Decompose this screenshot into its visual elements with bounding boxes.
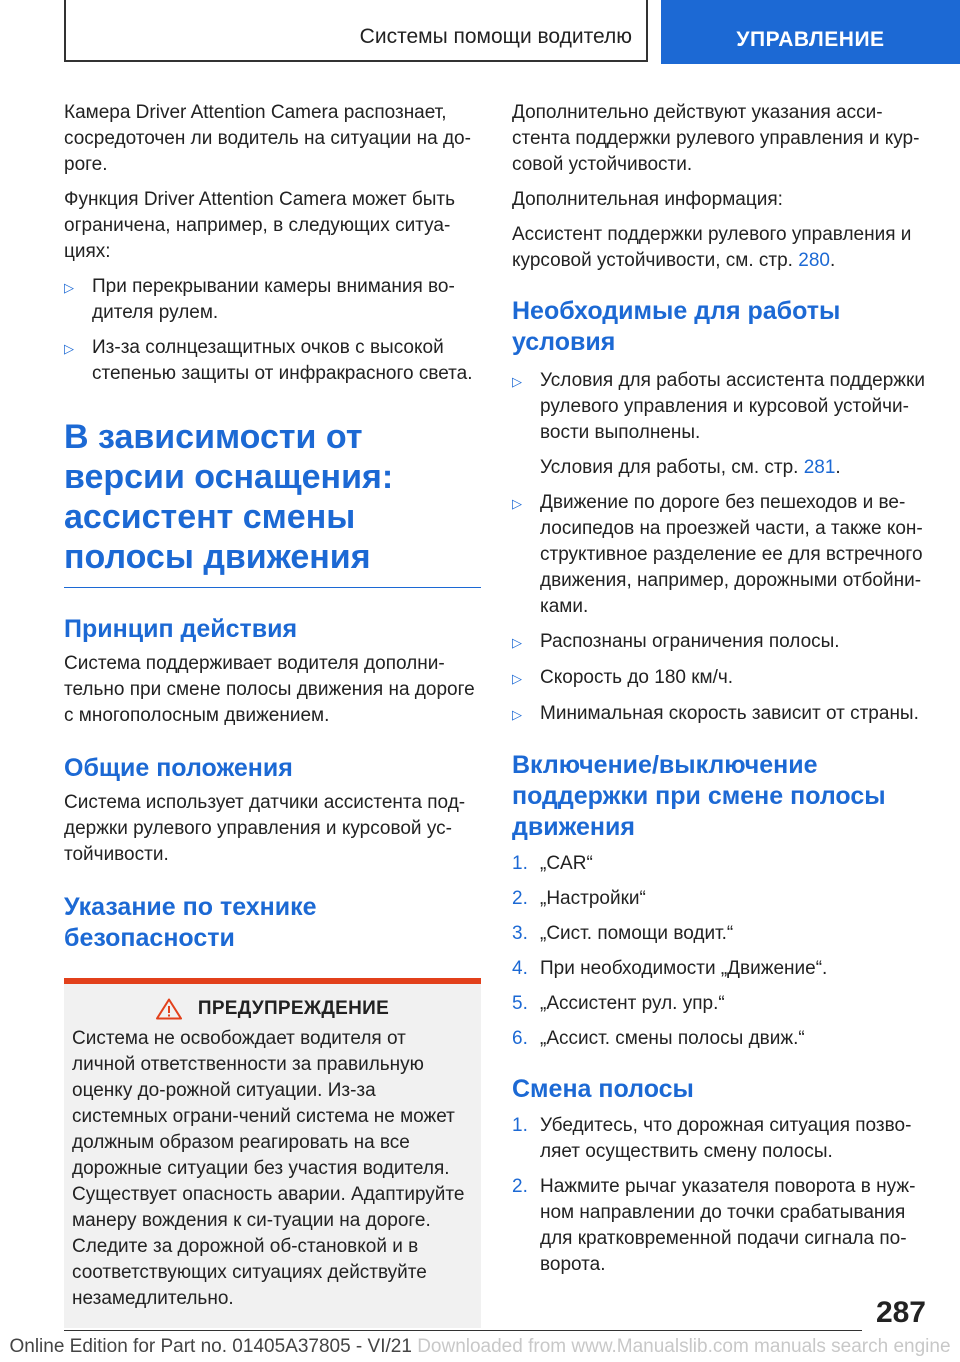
requirements-reference: Условия для работы, см. стр. 281. xyxy=(540,457,841,478)
right-paragraph-3: Ассистент поддержки рулевого управления и курсовой устойчивости, см. стр. 280. xyxy=(512,224,912,271)
list-item: ▷ Распознаны ограничения полосы. xyxy=(512,629,930,656)
main-heading: В зависимости от версии оснащения: ассистент смены полосы движения xyxy=(64,418,394,576)
intro-paragraph-2: Функция Driver Attention Camera может быть ограничена, например, в следующих ситуа-циях: xyxy=(64,189,456,262)
page-link-281[interactable]: 281 xyxy=(803,457,836,478)
principle-heading: Принцип действия xyxy=(64,615,298,643)
section-title-box xyxy=(64,0,648,62)
warning-box xyxy=(64,978,481,1328)
footer-divider xyxy=(64,1330,862,1331)
step-item: 2. Нажмите рычаг указателя поворота в нуж-ном направлении до точки срабатывания для кратковременной подачи сигнала по-ворота. xyxy=(512,1176,916,1275)
triangle-bullet-icon: ▷ xyxy=(512,496,522,511)
step-item: 2. „Настройки“ xyxy=(512,888,646,909)
triangle-bullet-icon: ▷ xyxy=(512,707,522,722)
warning-title: ПРЕДУПРЕЖДЕНИЕ xyxy=(197,998,390,1019)
triangle-bullet-icon: ▷ xyxy=(512,671,522,686)
chapter-tab[interactable] xyxy=(661,0,960,64)
page-link-280[interactable]: 280 xyxy=(798,250,830,271)
step-item: 1. „CAR“ xyxy=(512,853,593,874)
list-item: ▷ Условия для работы ассистента поддержки рулевого управления и курсовой устойчи-вости выполнены. xyxy=(512,368,930,446)
general-heading: Общие положения xyxy=(64,754,293,782)
right-paragraph-1: Дополнительно действуют указания асси-стента поддержки рулевого управления и кур-совой устойчивости. xyxy=(512,102,920,175)
list-item: ▷ При перекрывании камеры внимания во-дителя рулем. xyxy=(64,274,481,326)
page-header xyxy=(0,0,960,66)
step-item: 4. При необходимости „Движение“. xyxy=(512,958,828,979)
triangle-bullet-icon: ▷ xyxy=(512,635,522,650)
step-item: 6. „Ассист. смены полосы движ.“ xyxy=(512,1028,805,1049)
triangle-bullet-icon: ▷ xyxy=(64,341,74,356)
chapter-tab-label: УПРАВЛЕНИЕ xyxy=(736,28,885,51)
section-title: Системы помощи водителю xyxy=(359,25,632,48)
triangle-bullet-icon: ▷ xyxy=(64,280,74,295)
warning-text: Система не освобождает водителя от личной ответственности за правильную оценку до-рожной ситуации. Из-за системных ограни-чений система не может должным образом реагировать на все дорожные ситуации без участия водителя. Существует опасность аварии. Адаптируйте манеру вождения к си-туации на дороге. Следите за дорожной об-становкой и в соответствующих ситуациях действуйте незамедлительно. xyxy=(72,1028,465,1309)
lane-change-heading: Смена полосы xyxy=(512,1075,694,1103)
edition-text: Online Edition for Part no. 01405A37805 - VI/21 xyxy=(9,1336,412,1357)
list-item: ▷ Минимальная скорость зависит от страны. xyxy=(512,701,930,728)
requirements-heading: Необходимые для работы условия xyxy=(512,297,841,356)
onoff-heading: Включение/выключение поддержки при смене полосы движения xyxy=(512,751,886,841)
page-number: 287 xyxy=(875,1296,926,1329)
list-item: ▷ Из-за солнцезащитных очков с высокой степенью защиты от инфракрасного света. xyxy=(64,335,481,387)
step-item: 3. „Сист. помощи водит.“ xyxy=(512,923,734,944)
right-column xyxy=(512,100,930,1287)
triangle-bullet-icon: ▷ xyxy=(512,374,522,389)
list-item: ▷ Движение по дороге без пешеходов и ве-лосипедов на проезжей части, а также кон-структивное разделение ее для встречного движения, например, дорожными отбойни-ками. xyxy=(512,490,930,620)
watermark-text: Downloaded from www.Manualslib.com manuals search engine xyxy=(417,1336,951,1357)
step-item: 1. Убедитесь, что дорожная ситуация позво-ляет осуществить смену полосы. xyxy=(512,1115,912,1162)
principle-text: Система поддерживает водителя дополни-тельно при смене полосы движения на дороге с многополосным движением. xyxy=(64,653,475,726)
safety-heading: Указание по технике безопасности xyxy=(64,893,317,952)
general-text: Система использует датчики ассистента под-держки рулевого управления и курсовой ус-тойчивости. xyxy=(64,792,466,865)
page-footer xyxy=(0,1336,960,1358)
warning-triangle-icon xyxy=(156,998,182,1020)
list-item: ▷ Скорость до 180 км/ч. xyxy=(512,665,930,692)
step-item: 5. „Ассистент рул. упр.“ xyxy=(512,993,725,1014)
left-column xyxy=(64,100,481,1328)
heading-divider xyxy=(64,587,481,588)
intro-paragraph-1: Камера Driver Attention Camera распознает, сосредоточен ли водитель на ситуации на до-роге. xyxy=(64,102,471,175)
warning-title-row xyxy=(72,998,473,1020)
right-paragraph-2: Дополнительная информация: xyxy=(512,189,783,210)
